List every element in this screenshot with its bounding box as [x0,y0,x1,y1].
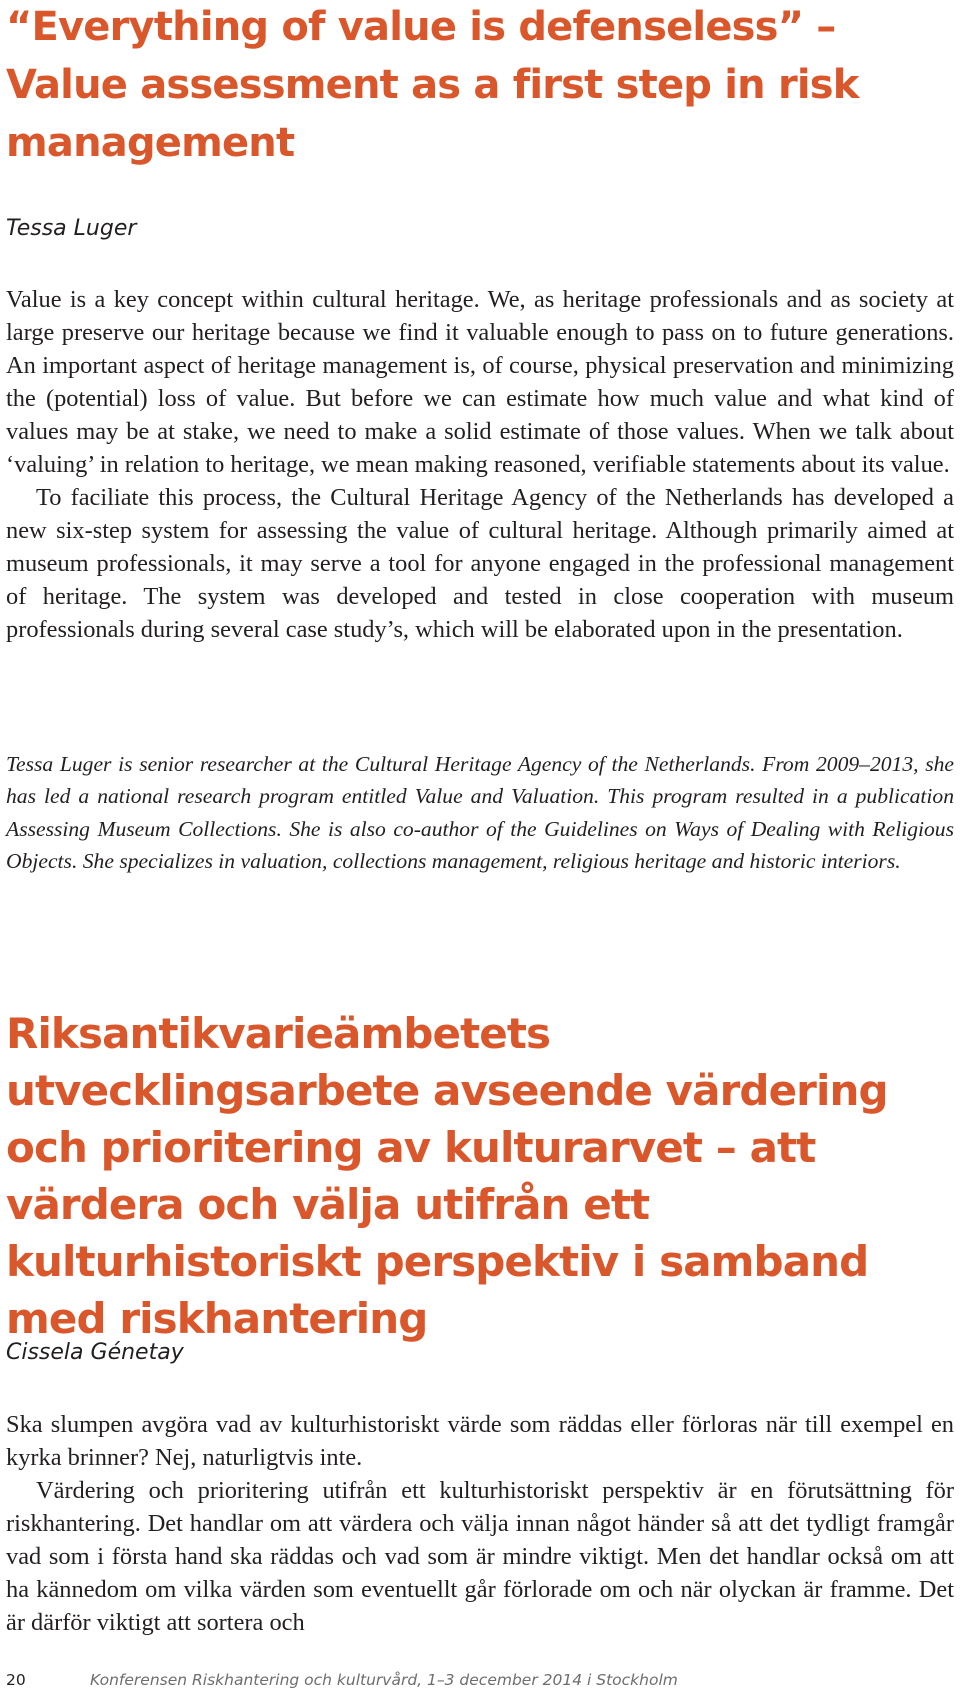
body-paragraph: Value is a key concept within cultural heritage. We, as heritage professionals and as society at large preserve our heritage because we find it valuable enough to pass on to future generations. An important aspect of heritage management is, of course, physical preservation and minimizing the (potential) loss of value. But before we can estimate how much value and what kind of values may be at stake, we need to make a solid estimate of those values. When we talk about ‘valuing’ in relation to heritage, we mean making reasoned, verifiable statements about its value. [6,286,954,478]
article-title: “Everything of value is defenseless” – Value assessment as a first step in risk management [6,4,859,166]
article-author: Cissela Génetay [6,1340,184,1365]
article-title: Riksantikvarieämbetets utvecklingsarbete avseende värdering och prioritering av kulturarvet – att värdera och välja utifrån ett kulturhistoriskt perspektiv i samband med riskhantering [6,1009,888,1343]
article-body [6,1408,954,1639]
page-number: 20 [6,1671,26,1689]
body-paragraph: Ska slumpen avgöra vad av kulturhistoriskt värde som räddas eller förloras när till exempel en kyrka brinner? Nej, naturligtvis inte. [6,1411,954,1471]
article-author: Tessa Luger [6,216,137,241]
footer-text: Konferensen Riskhantering och kulturvård, 1–3 december 2014 i Stockholm [90,1671,678,1689]
author-bio: Tessa Luger is senior researcher at the Cultural Heritage Agency of the Netherlands. From 2009–2013, she has led a national research program entitled Value and Valuation. This program resulted in a publication Assessing Museum Collections. She is also co-author of the Guidelines on Ways of Dealing with Religious Objects. She specializes in valuation, collections management, religious heritage and historic interiors. [6,752,954,874]
article-body [6,283,954,646]
body-paragraph: To faciliate this process, the Cultural Heritage Agency of the Netherlands has developed a new six-step system for assessing the value of cultural heritage. Although primarily aimed at museum professionals, it may serve a tool for anyone engaged in the professional management of heritage. The system was developed and tested in close cooperation with museum professionals during several case study’s, which will be elaborated upon in the presentation. [6,484,954,643]
body-paragraph: Värdering och prioritering utifrån ett kulturhistoriskt perspektiv är en förutsättning för riskhantering. Det handlar om att värdera och välja innan något händer så att det tydligt framgår vad som i första hand ska räddas och vad som är mindre viktigt. Men det handlar också om att ha kännedom om vilka värden som eventuellt går förlorade om och när olyckan är framme. Det är därför viktigt att sortera och [6,1477,954,1636]
